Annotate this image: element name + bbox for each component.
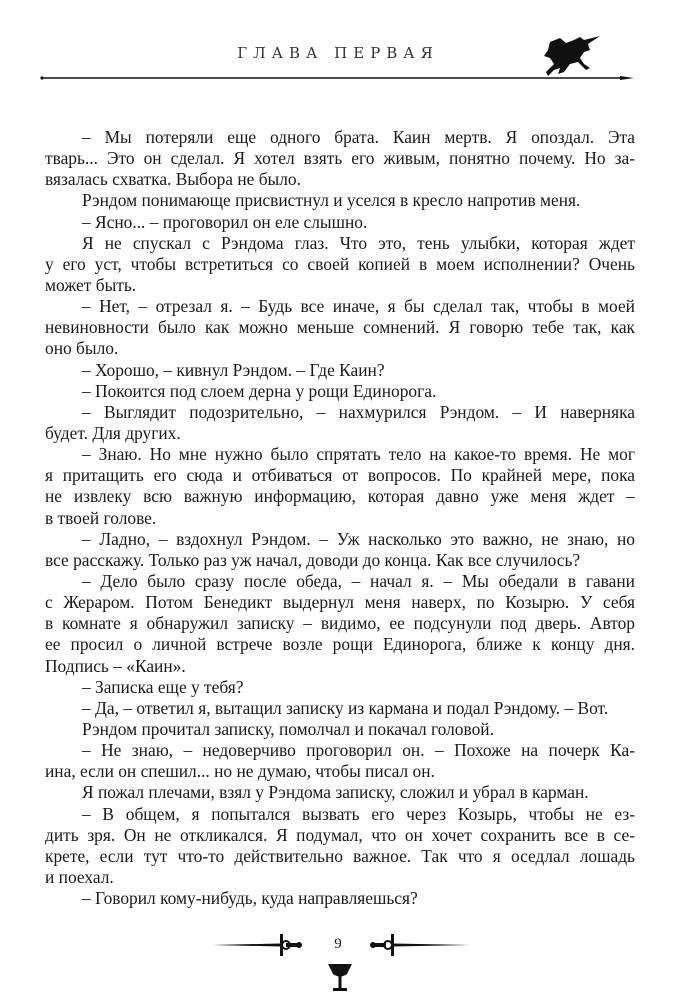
text-line: – Выглядит подозрительно, – нахмурился Рэндом. – И наверняка <box>82 401 635 422</box>
text-line: я притащить его сюда и отбиваться от вопросов. По крайней мере, пока <box>45 465 635 486</box>
text-line: оно было. <box>45 338 119 359</box>
text-line: – Ясно... – проговорил он еле слышно. <box>82 211 368 232</box>
text-line: – Говорил кому-нибудь, куда направляешься? <box>82 888 418 909</box>
text-line: – Не знаю, – недоверчиво проговорил он. – Похоже на почерк Ка- <box>82 740 635 761</box>
text-line: – Да, – ответил я, вытащил записку из кармана и подал Рэндому. – Вот. <box>82 697 609 718</box>
text-line: – Записка еще у тебя? <box>82 676 244 697</box>
running-head: ГЛАВА ПЕРВАЯ <box>237 44 439 62</box>
text-line: невиновности было как можно меньше сомнений. Я говорю тебе так, как <box>45 317 635 338</box>
text-line: – Нет, – отрезал я. – Будь все иначе, я бы сделал так, чтобы в моей <box>82 296 635 317</box>
text-line: с Жераром. Потом Бенедикт выдернул меня наверх, по Козырю. У себя <box>45 592 635 613</box>
text-line: дить зря. Он не откликался. Я подумал, что он хочет сохранить все в се- <box>45 824 635 845</box>
page-number: 9 <box>334 936 342 952</box>
text-line: Я пожал плечами, взял у Рэндома записку, сложил и убрал в карман. <box>82 782 589 803</box>
text-line: может быть. <box>45 274 137 295</box>
header-rule <box>40 76 634 80</box>
text-line: будет. Для других. <box>45 422 181 443</box>
text-line: ина, если он спешил... но не думаю, чтобы писал он. <box>45 761 435 782</box>
chalice-icon <box>327 962 353 994</box>
text-line: вязалась схватка. Выбора не было. <box>45 169 301 190</box>
text-line: Я не спускал с Рэндома глаз. Что это, тень улыбки, которая ждет <box>82 232 635 253</box>
text-line: Рэндом прочитал записку, помолчал и покачал головой. <box>82 718 494 739</box>
text-line: тварь... Это он сделал. Я хотел взять его живым, понятно почему. Но за- <box>45 148 635 169</box>
text-line: – Хорошо, – кивнул Рэндом. – Где Каин? <box>82 359 385 380</box>
text-line: не извлеку всю важную информацию, которая давно уже меня ждет – <box>45 486 635 507</box>
text-line: ее просил о личной встрече возле рощи Единорога, ближе к концу дня. <box>45 634 635 655</box>
text-line: крете, если тут что-то действительно важное. Так что я оседлал лошадь <box>45 845 635 866</box>
page-footer <box>0 930 676 1000</box>
text-line: – Дело было сразу после обеда, – начал я. – Мы обедали в гавани <box>82 570 635 591</box>
text-line: Рэндом понимающе присвистнул и уселся в кресло напротив меня. <box>82 190 581 211</box>
text-line: все расскажу. Только раз уж начал, доводи до конца. Как все случилось? <box>45 549 581 570</box>
text-line: – Ладно, – вздохнул Рэндом. – Уж насколько это важно, не знаю, но <box>82 528 635 549</box>
dagger-right-icon <box>370 930 470 960</box>
text-line: – Знаю. Но мне нужно было спрятать тело на какое-то время. Не мог <box>82 444 635 465</box>
body-text <box>45 127 635 909</box>
text-line: – Покоится под слоем дерна у рощи Единорога. <box>82 380 437 401</box>
text-line: у его уст, чтобы встретиться со своей копией в моем исполнении? Очень <box>45 253 635 274</box>
text-line: в комнате я обнаружил записку – видимо, ее подсунули под дверь. Автор <box>45 613 635 634</box>
text-line: Подпись – «Каин». <box>45 655 186 676</box>
unicorn-icon <box>540 34 606 78</box>
text-line: – Мы потеряли еще одного брата. Каин мертв. Я опоздал. Эта <box>82 127 635 147</box>
text-line: и поехал. <box>45 866 114 887</box>
text-line: в твоей голове. <box>45 507 157 528</box>
text-line: – В общем, я попытался вызвать его через Козырь, чтобы не ез- <box>82 803 635 824</box>
